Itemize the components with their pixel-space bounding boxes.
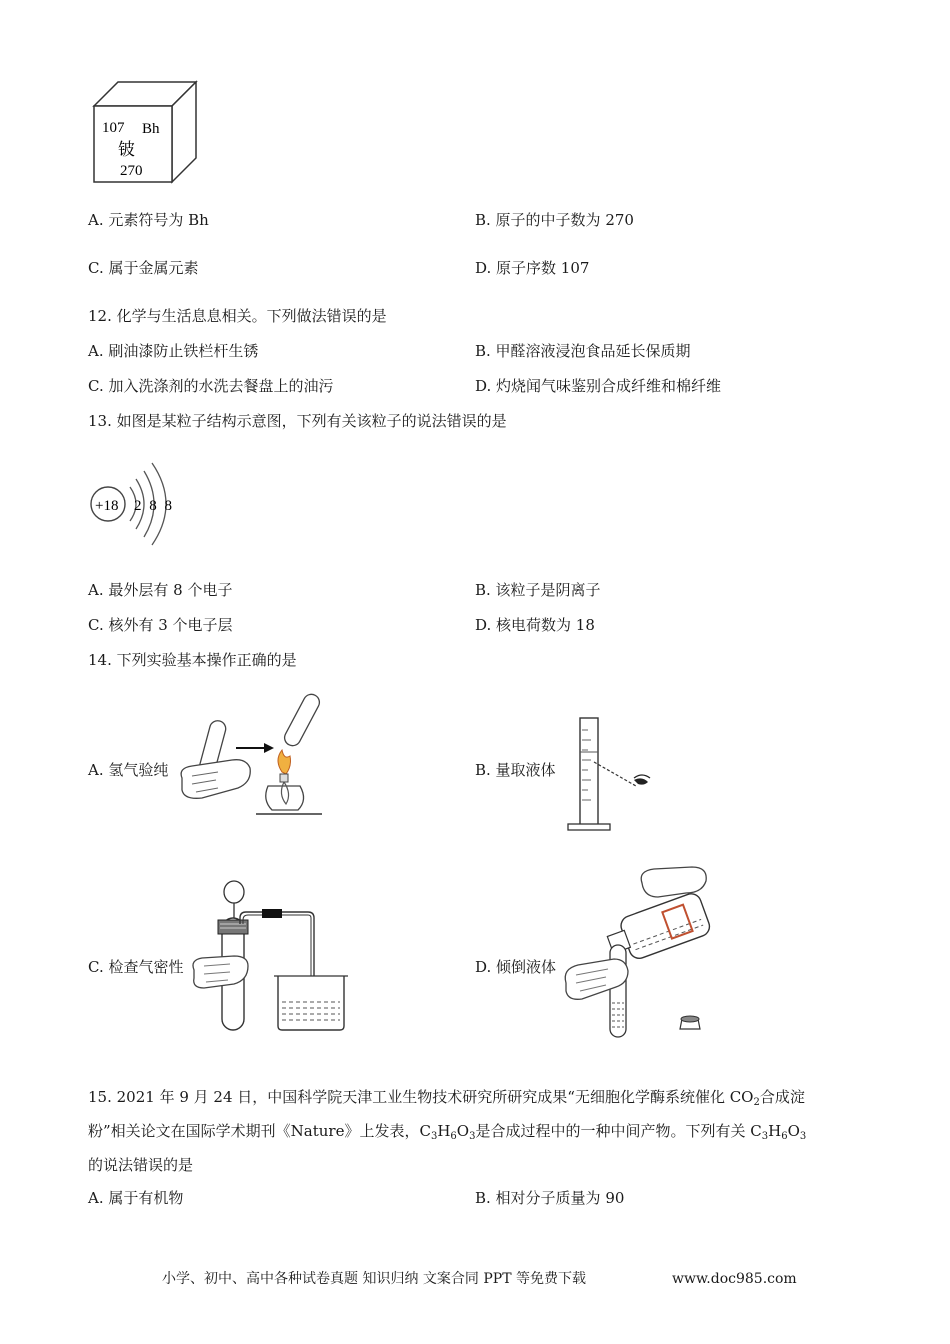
q15-line-3: 的说法错误的是	[88, 1156, 194, 1174]
q11-option-b[interactable]: B. 原子的中子数为 270	[475, 211, 634, 229]
element-name: 铍	[118, 140, 135, 159]
q15-line-2-j: 6	[781, 1131, 788, 1142]
q15-line-2-a: 粉”相关论文在国际学术期刊《Nature》上发表，C	[88, 1122, 431, 1140]
q15-line-2	[88, 1121, 806, 1141]
pour-liquid-illustration	[562, 853, 722, 1043]
q13-stem: 13. 如图是某粒子结构示意图，下列有关该粒子的说法错误的是	[88, 412, 507, 430]
q15-option-b[interactable]: B. 相对分子质量为 90	[475, 1189, 625, 1207]
q12-option-a[interactable]: A. 刷油漆防止铁栏杆生锈	[88, 342, 259, 360]
q15-line-2-c: H	[437, 1122, 451, 1140]
q15-line-2-d: 6	[450, 1131, 457, 1142]
q15-line-2-b: 3	[430, 1131, 438, 1142]
q13-option-c[interactable]: C. 核外有 3 个电子层	[88, 616, 233, 634]
footer-left-text: 小学、初中、高中各种试卷真题 知识归纳 文案合同 PPT 等免费下载	[162, 1271, 586, 1287]
q11-option-d[interactable]: D. 原子序数 107	[475, 259, 590, 277]
element-cell-cube	[90, 78, 200, 188]
atom-structure-diagram	[86, 445, 196, 555]
q14-stem: 14. 下列实验基本操作正确的是	[88, 651, 297, 669]
q15-line-1-text: 15. 2021 年 9 月 24 日，中国科学院天津工业生物技术研究所研究成果“无细胞化学酶系统催化 CO	[88, 1088, 754, 1106]
q15-line-2-e: O	[456, 1122, 470, 1140]
measure-liquid-illustration	[562, 712, 672, 834]
q13-option-b[interactable]: B. 该粒子是阴离子	[475, 581, 601, 599]
hydrogen-purity-test-illustration	[172, 690, 332, 825]
q12-option-b[interactable]: B. 甲醛溶液浸泡食品延长保质期	[475, 342, 691, 360]
q15-line-2-l: 3	[799, 1131, 807, 1142]
q14-option-b[interactable]: B. 量取液体	[475, 761, 556, 779]
q14-option-c[interactable]: C. 检查气密性	[88, 958, 184, 976]
q12-option-d[interactable]: D. 灼烧闻气味鉴别合成纤维和棉纤维	[475, 377, 722, 395]
q11-option-c[interactable]: C. 属于金属元素	[88, 259, 199, 277]
electron-shells: 2 8 8	[134, 498, 174, 514]
q12-option-c[interactable]: C. 加入洗涤剂的水洗去餐盘上的油污	[88, 377, 334, 395]
q15-line-2-i: H	[768, 1122, 782, 1140]
q15-line-1-tail: 合成淀	[759, 1088, 805, 1106]
q14-option-d[interactable]: D. 倾倒液体	[475, 958, 557, 976]
q15-line-2-k: O	[787, 1122, 800, 1140]
q15-option-a[interactable]: A. 属于有机物	[88, 1189, 184, 1207]
q15-line-2-g: 是合成过程中的一种中间产物。下列有关 C	[475, 1122, 762, 1140]
element-mass: 270	[120, 163, 143, 179]
q15-line-1-sub: 2	[753, 1097, 760, 1108]
q15-line-2-h: 3	[761, 1131, 769, 1142]
footer-url[interactable]: www.doc985.com	[672, 1271, 797, 1287]
q15-line-2-f: 3	[469, 1131, 476, 1142]
q13-option-d[interactable]: D. 核电荷数为 18	[475, 616, 595, 634]
element-symbol: Bh	[142, 121, 160, 137]
nucleus-charge: +18	[95, 498, 119, 514]
q12-stem: 12. 化学与生活息息相关。下列做法错误的是	[88, 307, 387, 325]
airtightness-check-illustration	[190, 878, 355, 1038]
q13-option-a[interactable]: A. 最外层有 8 个电子	[88, 581, 233, 599]
q11-option-a[interactable]: A. 元素符号为 Bh	[88, 211, 209, 229]
q15-line-1	[88, 1087, 805, 1107]
element-number: 107	[102, 120, 125, 136]
q14-option-a[interactable]: A. 氢气验纯	[88, 761, 169, 779]
